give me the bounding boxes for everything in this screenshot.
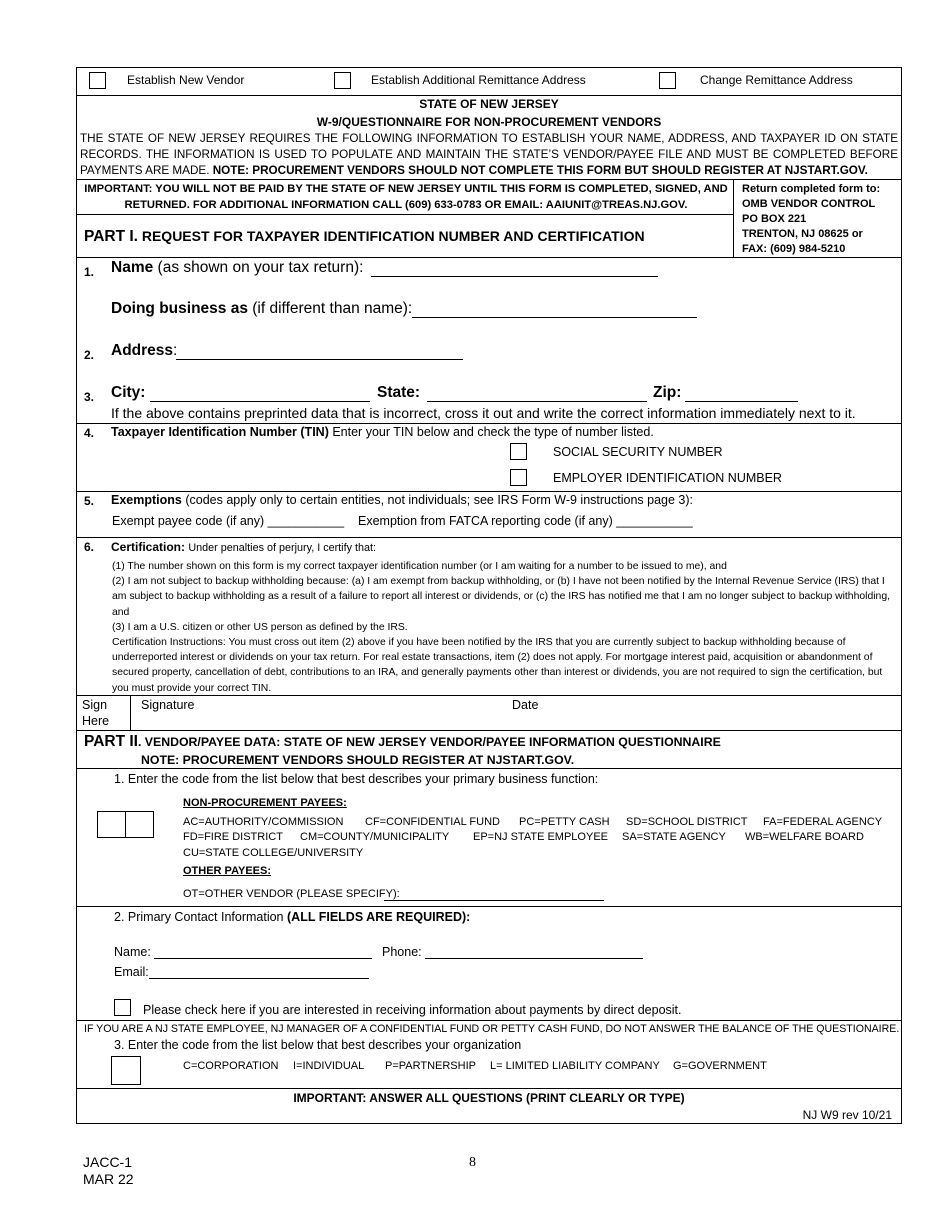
- org-code-option: I=INDIVIDUAL: [293, 1060, 365, 1072]
- divider: [76, 1088, 902, 1089]
- code-option: FA=FEDERAL AGENCY: [763, 816, 883, 828]
- name-rest: (as shown on your tax return):: [157, 259, 364, 276]
- form-code: JACC-1: [83, 1154, 133, 1170]
- additional-remittance-label: Establish Additional Remittance Address: [371, 73, 586, 87]
- return-address-line: PO BOX 221: [742, 213, 807, 225]
- other-payees-heading: OTHER PAYEES:: [183, 865, 272, 877]
- item-number: 4.: [84, 426, 95, 440]
- city-field[interactable]: [150, 401, 370, 402]
- divider: [76, 537, 902, 538]
- item-number: 6.: [84, 540, 95, 554]
- sign-label: Sign: [82, 698, 108, 712]
- establish-new-vendor-checkbox[interactable]: [89, 72, 106, 89]
- other-vendor-field[interactable]: [384, 900, 604, 901]
- form-title: W-9/QUESTIONNAIRE FOR NON-PROCUREMENT VENDORS: [316, 115, 662, 129]
- contact-email-field[interactable]: [149, 978, 369, 979]
- part1-heading: [84, 228, 645, 245]
- code-option: FD=FIRE DISTRICT: [183, 831, 283, 843]
- divider: [733, 179, 734, 257]
- zip-label: Zip:: [653, 384, 682, 401]
- code-option: EP=NJ STATE EMPLOYEE: [473, 831, 608, 843]
- q1-label: 1. Enter the code from the list below that best describes your primary business function:: [114, 772, 599, 786]
- signature-field[interactable]: Signature: [141, 698, 195, 712]
- certification-bold: Certification:: [111, 540, 186, 554]
- part1-label: PART I.: [84, 228, 138, 245]
- preprinted-note: If the above contains preprinted data that is incorrect, cross it out and write the correct information immediately next to it.: [111, 405, 856, 421]
- ein-checkbox[interactable]: [510, 469, 527, 486]
- q2-label: [114, 909, 470, 925]
- item-number: 1.: [84, 265, 95, 279]
- part1-title: REQUEST FOR TAXPAYER IDENTIFICATION NUMBER AND CERTIFICATION: [141, 228, 645, 244]
- change-remittance-checkbox[interactable]: [659, 72, 676, 89]
- org-code-option: G=GOVERNMENT: [673, 1060, 767, 1072]
- return-address-line: OMB VENDOR CONTROL: [742, 198, 876, 210]
- business-code-divider: [125, 811, 126, 838]
- q2-bold: (ALL FIELDS ARE REQUIRED):: [287, 910, 471, 924]
- cert-item-1: (1) The number shown on this form is my correct taxpayer identification number (or I am waiting for a number to be issued to me), and: [112, 561, 727, 572]
- dba-bold: Doing business as: [111, 300, 248, 317]
- address-field[interactable]: [176, 359, 463, 360]
- additional-remittance-checkbox[interactable]: [334, 72, 351, 89]
- part2-title: . VENDOR/PAYEE DATA: STATE OF NEW JERSEY VENDOR/PAYEE INFORMATION QUESTIONNAIRE: [137, 735, 721, 749]
- zip-field[interactable]: [685, 401, 798, 402]
- code-option: PC=PETTY CASH: [519, 816, 610, 828]
- return-address-heading: Return completed form to:: [742, 183, 881, 195]
- tin-bold: Taxpayer Identification Number (TIN): [111, 425, 329, 439]
- state-employee-note: IF YOU ARE A NJ STATE EMPLOYEE, NJ MANAGER OF A CONFIDENTIAL FUND OR PETTY CASH FUND, DO NOT ANSWER THE BALANCE OF THE QUESTIONAIRE.: [84, 1023, 900, 1035]
- intro-note: NOTE: PROCUREMENT VENDORS SHOULD NOT COMPLETE THIS FORM BUT SHOULD REGISTER AT NJSTART.GOV.: [212, 164, 868, 177]
- org-code-input[interactable]: [111, 1056, 141, 1085]
- item-number: 3.: [84, 390, 95, 404]
- ssn-checkbox[interactable]: [510, 443, 527, 460]
- item-number: 5.: [84, 494, 95, 508]
- divider: [130, 695, 131, 730]
- name-label: [111, 258, 363, 278]
- org-code-option: L= LIMITED LIABILITY COMPANY: [490, 1060, 660, 1072]
- divider: [76, 1020, 902, 1021]
- code-option: WB=WELFARE BOARD: [745, 831, 864, 843]
- certification-text: [112, 559, 894, 696]
- name-bold: Name: [111, 259, 154, 276]
- tin-rest: Enter your TIN below and check the type of number listed.: [332, 425, 654, 439]
- form-date: MAR 22: [83, 1171, 134, 1187]
- code-option: CU=STATE COLLEGE/UNIVERSITY: [183, 847, 364, 859]
- city-label: City:: [111, 384, 146, 401]
- cert-item-2: (2) I am not subject to backup withholding because: (a) I am exempt from backup withholding, or (b) I have not been notified by the Internal Revenue Service (IRS) that I am subject to backup withholding as a result of a failure to report all interest or dividends, or (c) the IRS has notified me that I am no longer subject to backup withholding, and: [112, 576, 890, 618]
- exemptions-bold: Exemptions: [111, 493, 182, 507]
- divider: [76, 768, 902, 769]
- code-option: CM=COUNTY/MUNICIPALITY: [300, 831, 450, 843]
- name-field[interactable]: [371, 276, 658, 277]
- change-remittance-label: Change Remittance Address: [700, 73, 853, 87]
- cert-item-3: (3) I am a U.S. citizen or other US person as defined by the IRS.: [112, 621, 408, 633]
- exemptions-label: [111, 492, 693, 508]
- dba-label: [111, 299, 412, 319]
- other-vendor-label: OT=OTHER VENDOR (PLEASE SPECIFY):: [183, 888, 400, 900]
- divider: [76, 95, 902, 96]
- address-colon: :: [173, 342, 178, 359]
- exempt-payee-code-field[interactable]: Exempt payee code (if any) ___________: [112, 514, 345, 528]
- org-code-option: C=CORPORATION: [183, 1060, 279, 1072]
- w9-form: [76, 67, 902, 1124]
- part2-note: NOTE: PROCUREMENT VENDORS SHOULD REGISTER AT NJSTART.GOV.: [141, 753, 575, 767]
- here-label: Here: [82, 714, 110, 728]
- code-option: SA=STATE AGENCY: [622, 831, 726, 843]
- part2-label: PART II: [84, 733, 138, 750]
- certification-label: [111, 539, 376, 556]
- intro-text: THE STATE OF NEW JERSEY REQUIRES THE FOLLOWING INFORMATION TO ESTABLISH YOUR NAME, ADDRESS, AND TAXPAYER ID ON STATE RECORDS. THE INFORMATION IS USED TO POPULATE AND MAINTAIN THE STATE’S VENDOR/PAYEE FILE AND MUST BE COMPLETED BEFORE PAYMENTS ARE MADE.: [80, 132, 898, 177]
- establish-new-vendor-label: Establish New Vendor: [127, 73, 245, 87]
- divider: [76, 214, 733, 215]
- part2-heading: [84, 733, 721, 751]
- fatca-code-field[interactable]: Exemption from FATCA reporting code (if any) ___________: [358, 514, 693, 528]
- ssn-label: SOCIAL SECURITY NUMBER: [553, 445, 723, 459]
- direct-deposit-label: Please check here if you are interested in receiving information about payments by direct deposit.: [143, 1003, 682, 1017]
- non-procurement-heading: NON-PROCUREMENT PAYEES:: [183, 797, 347, 809]
- divider: [76, 179, 902, 180]
- item-number: 2.: [84, 348, 95, 362]
- org-code-option: P=PARTNERSHIP: [385, 1060, 476, 1072]
- state-label: State:: [377, 384, 421, 401]
- dba-rest: (if different than name):: [252, 300, 413, 317]
- tin-label: [111, 424, 654, 440]
- cert-instructions: Certification Instructions: You must cross out item (2) above if you have been notified by the IRS that you are currently subject to backup withholding because of underreported interest or dividends on your tax return. For real estate transactions, item (2) does not apply. For mortgage interest paid, acquisition or abandonment of secured property, cancellation of debt, contributions to an IRA, and generally payments other than interest or dividends, you are not required to sign the certification, but you must provide your correct TIN.: [112, 637, 883, 694]
- contact-name-label: Name:: [114, 945, 151, 959]
- certification-rest: Under penalties of perjury, I certify that:: [188, 542, 376, 554]
- q2-text: 2. Primary Contact Information: [114, 910, 284, 924]
- contact-name-field[interactable]: [154, 958, 372, 959]
- return-address-line: TRENTON, NJ 08625 or: [742, 228, 863, 240]
- important-line-1: IMPORTANT: YOU WILL NOT BE PAID BY THE STATE OF NEW JERSEY UNTIL THIS FORM IS COMPLETED, SIGNED, AND: [84, 183, 728, 195]
- return-fax: FAX: (609) 984-5210: [742, 243, 846, 255]
- date-field[interactable]: Date: [512, 698, 539, 712]
- revision-label: NJ W9 rev 10/21: [802, 1108, 892, 1122]
- important-line-2: RETURNED. FOR ADDITIONAL INFORMATION CALL (609) 633-0783 OR EMAIL: AAIUNIT@TREAS.NJ.GOV.: [124, 199, 688, 211]
- code-option: CF=CONFIDENTIAL FUND: [365, 816, 500, 828]
- ein-label: EMPLOYER IDENTIFICATION NUMBER: [553, 471, 782, 485]
- divider: [76, 695, 902, 696]
- code-option: SD=SCHOOL DISTRICT: [626, 816, 748, 828]
- divider: [76, 730, 902, 731]
- divider: [76, 906, 902, 907]
- contact-email-label: Email:: [114, 965, 149, 979]
- dba-field[interactable]: [412, 317, 697, 318]
- important-footer: IMPORTANT: ANSWER ALL QUESTIONS (PRINT CLEARLY OR TYPE): [293, 1091, 685, 1105]
- page-number: 8: [469, 1155, 476, 1170]
- code-option: AC=AUTHORITY/COMMISSION: [183, 816, 344, 828]
- form-title-state: STATE OF NEW JERSEY: [419, 97, 559, 111]
- contact-phone-label: Phone:: [382, 945, 422, 959]
- direct-deposit-checkbox[interactable]: [114, 999, 131, 1016]
- state-field[interactable]: [427, 401, 647, 402]
- q3-label: 3. Enter the code from the list below that best describes your organization: [114, 1038, 522, 1052]
- address-label: [111, 341, 177, 361]
- contact-phone-field[interactable]: [425, 958, 643, 959]
- intro-paragraph: [80, 131, 898, 179]
- exemptions-rest: (codes apply only to certain entities, not individuals; see IRS Form W-9 instructions page 3):: [185, 493, 693, 507]
- address-bold: Address: [111, 342, 174, 359]
